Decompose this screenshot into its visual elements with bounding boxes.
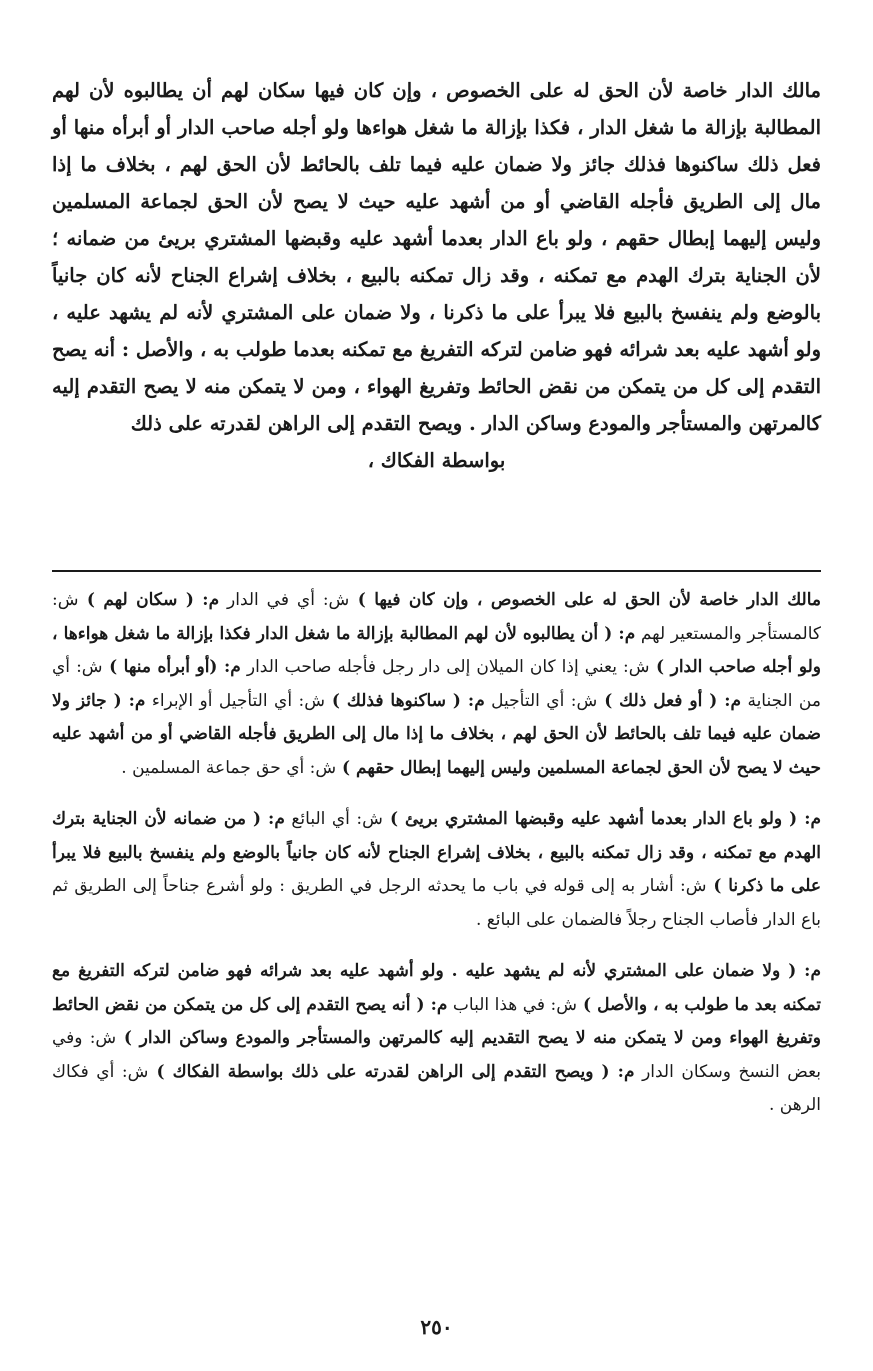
commentary-paragraph [52,803,821,937]
quoted-text-segment: م: ( أن يطالبوه لأن لهم المطالبة بإزالة ما شغل الدار فكذا بإزالة ما شغل هواءها ، ولو أجله صاحب الدار ) [52,623,821,677]
quoted-text-segment: م: ( ساكنوها فذلك ) [324,690,485,711]
quoted-text-segment: م: ( أنه يصح التقدم إلى كل من يتمكن من نقض الحائط وتفريغ الهواء ومن لا يتمكن منه لا يصح التقديم إليه كالمرتهن والمستأجر والمودع وساكن الدار ) [52,994,821,1048]
quoted-text-segment: م: ( أو فعل ذلك ) [597,690,742,711]
page-number: ٢٥٠ [420,1315,453,1339]
commentary-text-segment: ش: أي فكاك الرهن . [52,1061,821,1115]
commentary-text-segment: ش: أي البائع [284,809,383,829]
main-text-body: مالك الدار خاصة لأن الحق له على الخصوص ، وإن كان فيها سكان لهم أن يطالبوه لأن لهم المطالبة بإزالة ما شغل الدار ، فكذا بإزالة ما شغل هواءها ولو أجله صاحب الدار أو أبرأه منها أو فعل ذلك ساكنوها فذلك جائز ولا ضمان عليه فيما تلف بالحائط لأن الحق لهم ، بخلاف ما إذا مال إلى الطريق فأجله القاضي أو من أشهد عليه حيث لا يصح لأن الحق لجماعة المسلمين وليس إليهما إبطال حقهم ، ولو باع الدار بعدما أشهد عليه وقبضها المشتري بريئ من ضمانه ؛ لأن الجناية بترك الهدم مع تمكنه ، وقد زال تمكنه بالبيع ، بخلاف إشراع الجناح لأنه كان جانياً بالوضع ولم ينفسخ بالبيع فلا يبرأ على ما ذكرنا ، ولا ضمان على المشتري لأنه لم يشهد عليه ، ولو أشهد عليه بعد شرائه فهو ضامن لتركه التفريغ مع تمكنه بعدما طولب به ، والأصل : أنه يصح التقدم إلى كل من يتمكن من نقض الحائط وتفريغ الهواء ، ومن لا يتمكن منه لا يصح التقدم إليه كالمرتهن والمستأجر والمودع وساكن الدار . ويصح التقدم إلى الراهن لقدرته على ذلك [52,79,821,435]
quoted-text-segment: م: ( ويصح التقدم إلى الراهن لقدرته على ذلك بواسطة الفكاك ) [148,1061,635,1082]
commentary-paragraph [52,584,821,785]
main-text-block [52,72,821,479]
quoted-text-segment: مالك الدار خاصة لأن الحق له على الخصوص ، وإن كان فيها ) [349,590,821,610]
commentary-text-segment: ش: أي في الدار [219,590,350,610]
commentary-text-segment: ش: يعني إذا كان الميلان إلى دار رجل فأجله صاحب الدار [240,657,650,677]
quoted-text-segment: م: ( سكان لهم ) [78,590,220,610]
commentary-text-segment: ش: كالمستأجر والمستعير لهم [52,590,821,644]
commentary-paragraph [52,955,821,1123]
commentary-text-segment: ش: في هذا الباب [447,994,578,1015]
quoted-text-segment: م: ( من ضمانه لأن الجناية بترك الهدم مع تمكنه ، وقد زال تمكنه بالبيع ، بخلاف إشراع الجناح لأنه كان جانياً بالوضع ولم ينفسخ بالبيع فلا يبرأ على ما ذكرنا ) [52,809,822,896]
commentary-text-segment: ش: أي من الجناية [52,657,821,711]
commentary-text-segment: ش: أشار به إلى قوله في باب ما يحدثه الرجل في الطريق : ولو أشرع جناحاً إلى الطريق ثم باع الدار فأصاب الجناح رجلاً فالضمان على البائع . [52,876,821,930]
commentary-text-segment: ش: أي التأجيل أو الإبراء [145,690,325,711]
quoted-text-segment: م: (أو أبرأه منها ) [102,657,241,677]
main-text-closing-line: بواسطة الفكاك ، [367,449,506,472]
commentary-text-segment: ش: وفي بعض النسخ وسكان الدار [52,1028,822,1082]
quoted-text-segment: م: ( جائز ولا ضمان عليه فيما تلف بالحائط لأن الحق لهم ، بخلاف ما إذا مال إلى الطريق فأجله القاضي أو من أشهد عليه حيث لا يصح لأن الحق لجماعة المسلمين وليس إليهما إبطال حقهم ) [52,690,821,778]
quoted-text-segment: م: ( ولو باع الدار بعدما أشهد عليه وقبضها المشتري بريئ ) [382,809,821,829]
footnote-divider [52,570,821,572]
quoted-text-segment: م: ( ولا ضمان على المشتري لأنه لم يشهد عليه . ولو أشهد عليه بعد شرائه فهو ضامن لتركه التفريغ مع تمكنه بعد ما طولب به ، والأصل ) [52,961,821,1015]
commentary-text-segment: ش: أي التأجيل [484,690,598,711]
commentary-text-segment: ش: أي حق جماعة المسلمين . [121,757,337,778]
commentary-block [52,584,821,1141]
